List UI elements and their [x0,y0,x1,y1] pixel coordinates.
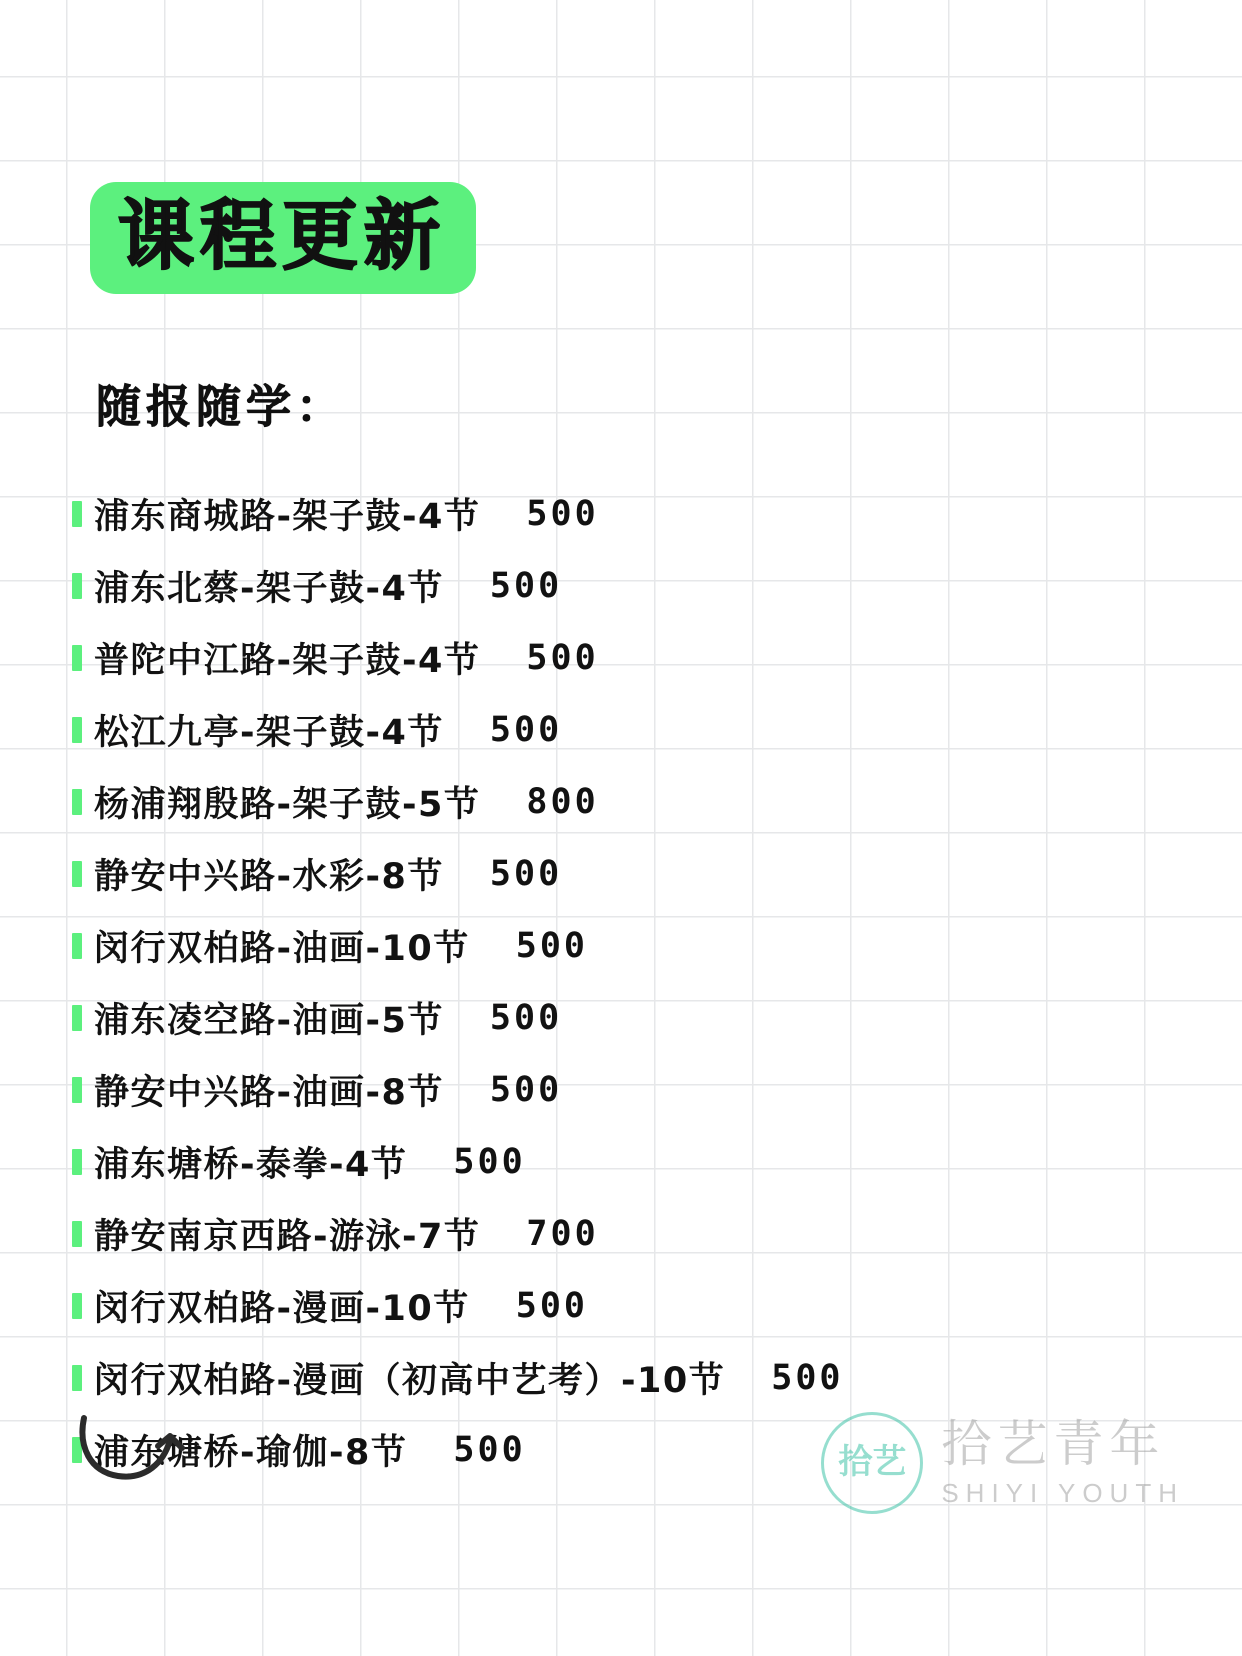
course-name: 静安中兴路-油画-8节 [94,1073,444,1113]
course-name: 普陀中江路-架子鼓-4节 [94,641,481,681]
course-price: 500 [453,1142,526,1182]
course-price: 500 [453,1430,526,1470]
bullet-icon [72,501,82,527]
bullet-icon [72,1221,82,1247]
bullet-icon [72,645,82,671]
course-name: 浦东商城路-架子鼓-4节 [94,497,481,537]
course-price: 500 [489,998,563,1038]
bullet-icon [72,1365,82,1391]
list-item [72,1198,1162,1270]
bullet-icon [72,789,82,815]
course-name: 闵行双柏路-漫画（初高中艺考）-10节 [94,1361,726,1401]
course-name: 杨浦翔殷路-架子鼓-5节 [94,785,481,825]
course-price: 500 [515,926,588,966]
list-item [72,550,1162,622]
subtitle: 随报随学： [96,380,347,433]
course-name: 静安中兴路-水彩-8节 [94,857,444,897]
brand-name-latin: SHIYI YOUTH [941,1478,1184,1508]
course-price: 500 [489,566,563,606]
course-list [72,478,1162,1486]
bullet-icon [72,1005,82,1031]
page-title [90,182,476,294]
list-item [72,1342,1162,1414]
course-name: 闵行双柏路-油画-10节 [94,929,470,969]
course-price: 500 [489,854,563,894]
brand-logo-text: 拾艺 [838,1442,907,1483]
list-item [72,910,1162,982]
course-price: 500 [526,494,599,534]
bullet-icon [72,1077,82,1103]
list-item [72,1054,1162,1126]
course-name: 浦东凌空路-油画-5节 [94,1001,444,1041]
list-item [72,694,1162,766]
bullet-icon [72,1149,82,1175]
title-highlight-badge [90,182,476,294]
list-item [72,1126,1162,1198]
list-item [72,838,1162,910]
title-text: 课程更新 [118,191,446,280]
course-price: 500 [771,1358,844,1398]
course-name: 浦东塘桥-泰拳-4节 [94,1145,408,1185]
bullet-icon [72,573,82,599]
list-item [72,766,1162,838]
course-price: 500 [515,1286,588,1326]
course-price: 500 [489,710,563,750]
course-name: 松江九亭-架子鼓-4节 [94,713,444,753]
course-name: 浦东北蔡-架子鼓-4节 [94,569,444,609]
bullet-icon [72,861,82,887]
watermark-text-block [941,1417,1184,1509]
list-item [72,1270,1162,1342]
list-item [72,622,1162,694]
course-price: 800 [526,782,599,822]
brand-logo-icon [821,1412,923,1514]
bullet-icon [72,1293,82,1319]
watermark [821,1412,1184,1514]
course-name: 浦东塘桥-瑜伽-8节 [94,1433,408,1473]
bullet-icon [72,717,82,743]
course-price: 500 [489,1070,563,1110]
course-name: 闵行双柏路-漫画-10节 [94,1289,470,1329]
arrow-doodle-icon [62,1400,192,1500]
course-price: 500 [526,638,599,678]
list-item [72,478,1162,550]
list-item [72,982,1162,1054]
course-price: 700 [526,1214,599,1254]
course-name: 静安南京西路-游泳-7节 [94,1217,481,1257]
bullet-icon [72,933,82,959]
brand-name: 拾艺青年 [941,1415,1166,1473]
